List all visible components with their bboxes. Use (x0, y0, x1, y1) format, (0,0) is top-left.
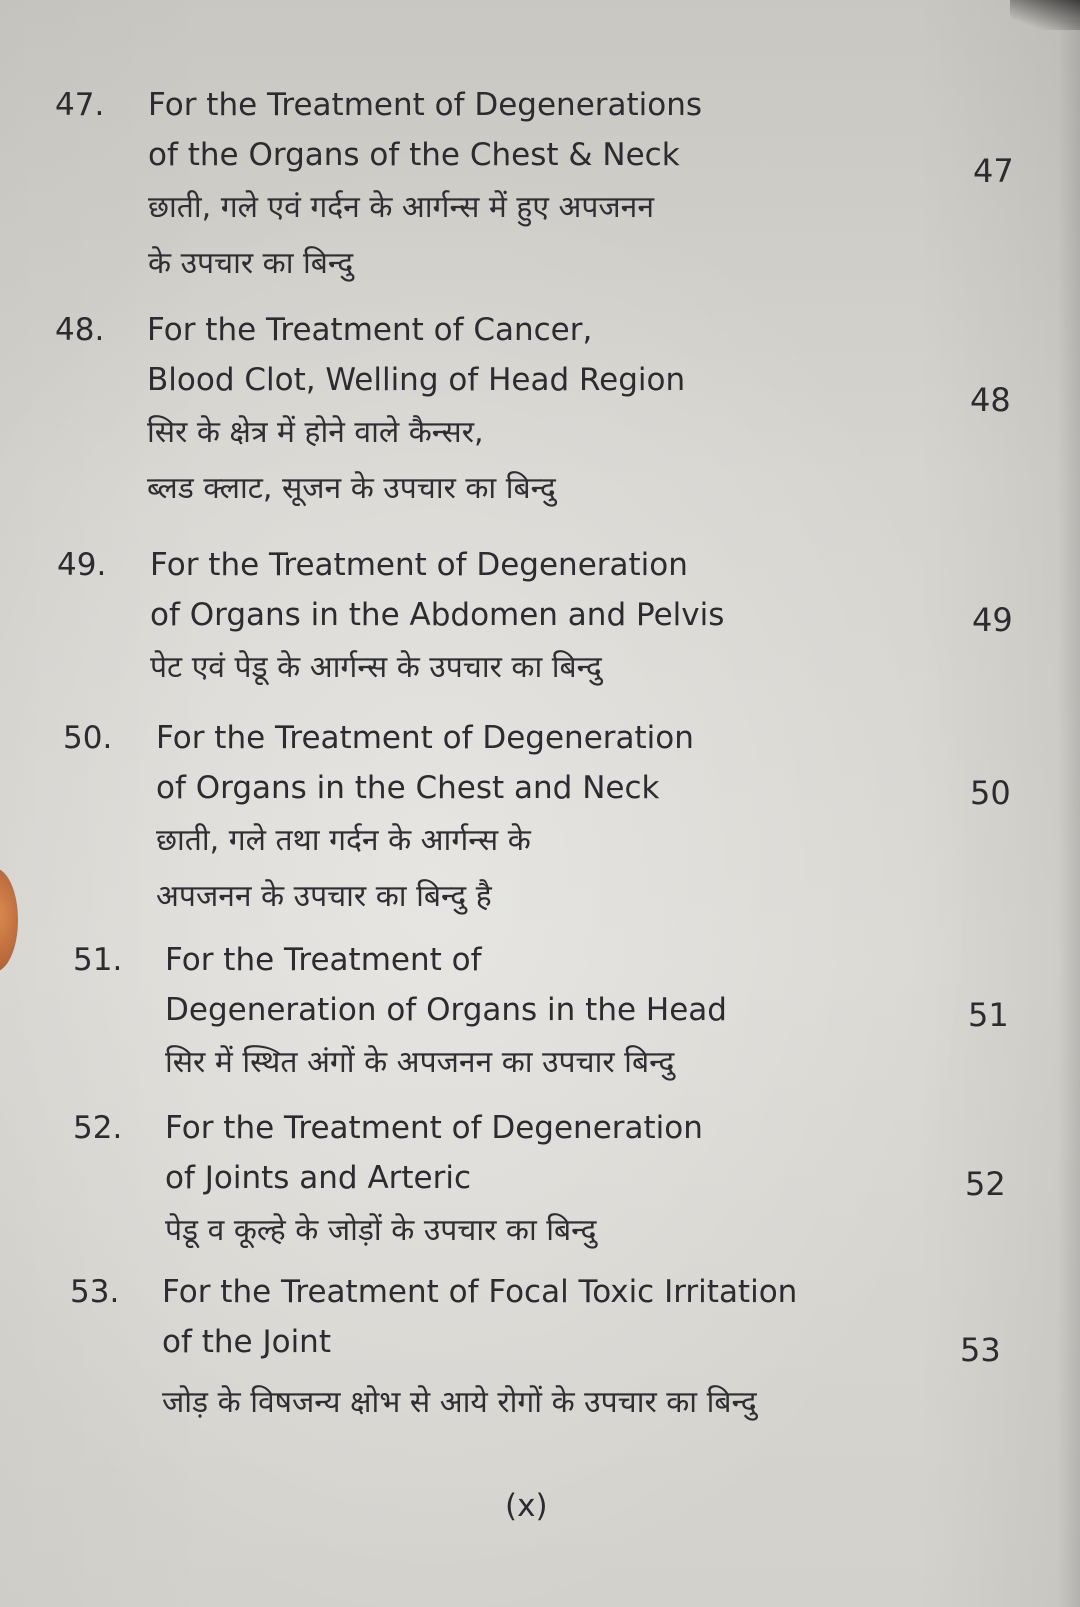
entry-english-line-1: For the Treatment of Focal Toxic Irritation (162, 1274, 798, 1310)
finger-at-page-edge (0, 868, 18, 972)
entry-english-line-1: For the Treatment of Degenerations (148, 87, 703, 123)
entry-number: 48. (55, 312, 105, 348)
page-footer-number: (x) (505, 1488, 548, 1524)
entry-hindi-line-1: जोड़ के विषजन्य क्षोभ से आये रोगों के उपचार का बिन्दु (162, 1385, 757, 1420)
entry-hindi-line-2: ब्लड क्लाट, सूजन के उपचार का बिन्दु (147, 471, 556, 506)
entry-page-number: 47 (973, 152, 1014, 190)
entry-english-line-2: of Organs in the Abdomen and Pelvis (150, 597, 725, 633)
entry-english-line-2: of the Joint (162, 1324, 331, 1360)
entry-english-line-1: For the Treatment of Degeneration (165, 1110, 703, 1146)
entry-number: 49. (57, 547, 107, 583)
entry-page-number: 51 (968, 996, 1009, 1034)
entry-english-line-2: of Organs in the Chest and Neck (156, 770, 660, 806)
entry-number: 51. (73, 942, 123, 978)
entry-hindi-line-1: छाती, गले तथा गर्दन के आर्गन्स के (156, 823, 531, 858)
entry-number: 53. (70, 1274, 120, 1310)
entry-english-line-2: Blood Clot, Welling of Head Region (147, 362, 686, 398)
entry-page-number: 53 (960, 1331, 1001, 1369)
entry-hindi-line-1: पेट एवं पेडू के आर्गन्स के उपचार का बिन्दु (150, 650, 602, 685)
entry-english-line-2: of the Organs of the Chest & Neck (148, 137, 680, 173)
entry-english-line-1: For the Treatment of Degeneration (156, 720, 694, 756)
entry-english-line-2: Degeneration of Organs in the Head (165, 992, 727, 1028)
entry-english-line-2: of Joints and Arteric (165, 1160, 472, 1196)
entry-page-number: 49 (972, 601, 1013, 639)
entry-hindi-line-1: छाती, गले एवं गर्दन के आर्गन्स में हुए अपजनन (148, 190, 654, 225)
entry-hindi-line-2: अपजनन के उपचार का बिन्दु है (156, 879, 492, 914)
entry-english-line-1: For the Treatment of Degeneration (150, 547, 688, 583)
entry-english-line-1: For the Treatment of (165, 942, 482, 978)
entry-number: 50. (63, 720, 113, 756)
entry-number: 52. (73, 1110, 123, 1146)
entry-hindi-line-2: के उपचार का बिन्दु (148, 246, 354, 281)
entry-page-number: 50 (970, 774, 1011, 812)
page-right-edge-shadow (1058, 20, 1080, 1607)
entry-number: 47. (55, 87, 105, 123)
entry-hindi-line-1: सिर के क्षेत्र में होने वाले कैन्सर, (147, 415, 484, 450)
entry-page-number: 52 (965, 1165, 1006, 1203)
entry-english-line-1: For the Treatment of Cancer, (147, 312, 593, 348)
entry-page-number: 48 (970, 381, 1011, 419)
entry-hindi-line-1: सिर में स्थित अंगों के अपजनन का उपचार बिन्दु (165, 1045, 675, 1080)
entry-hindi-line-1: पेडू व कूल्हे के जोड़ों के उपचार का बिन्दु (165, 1213, 597, 1248)
